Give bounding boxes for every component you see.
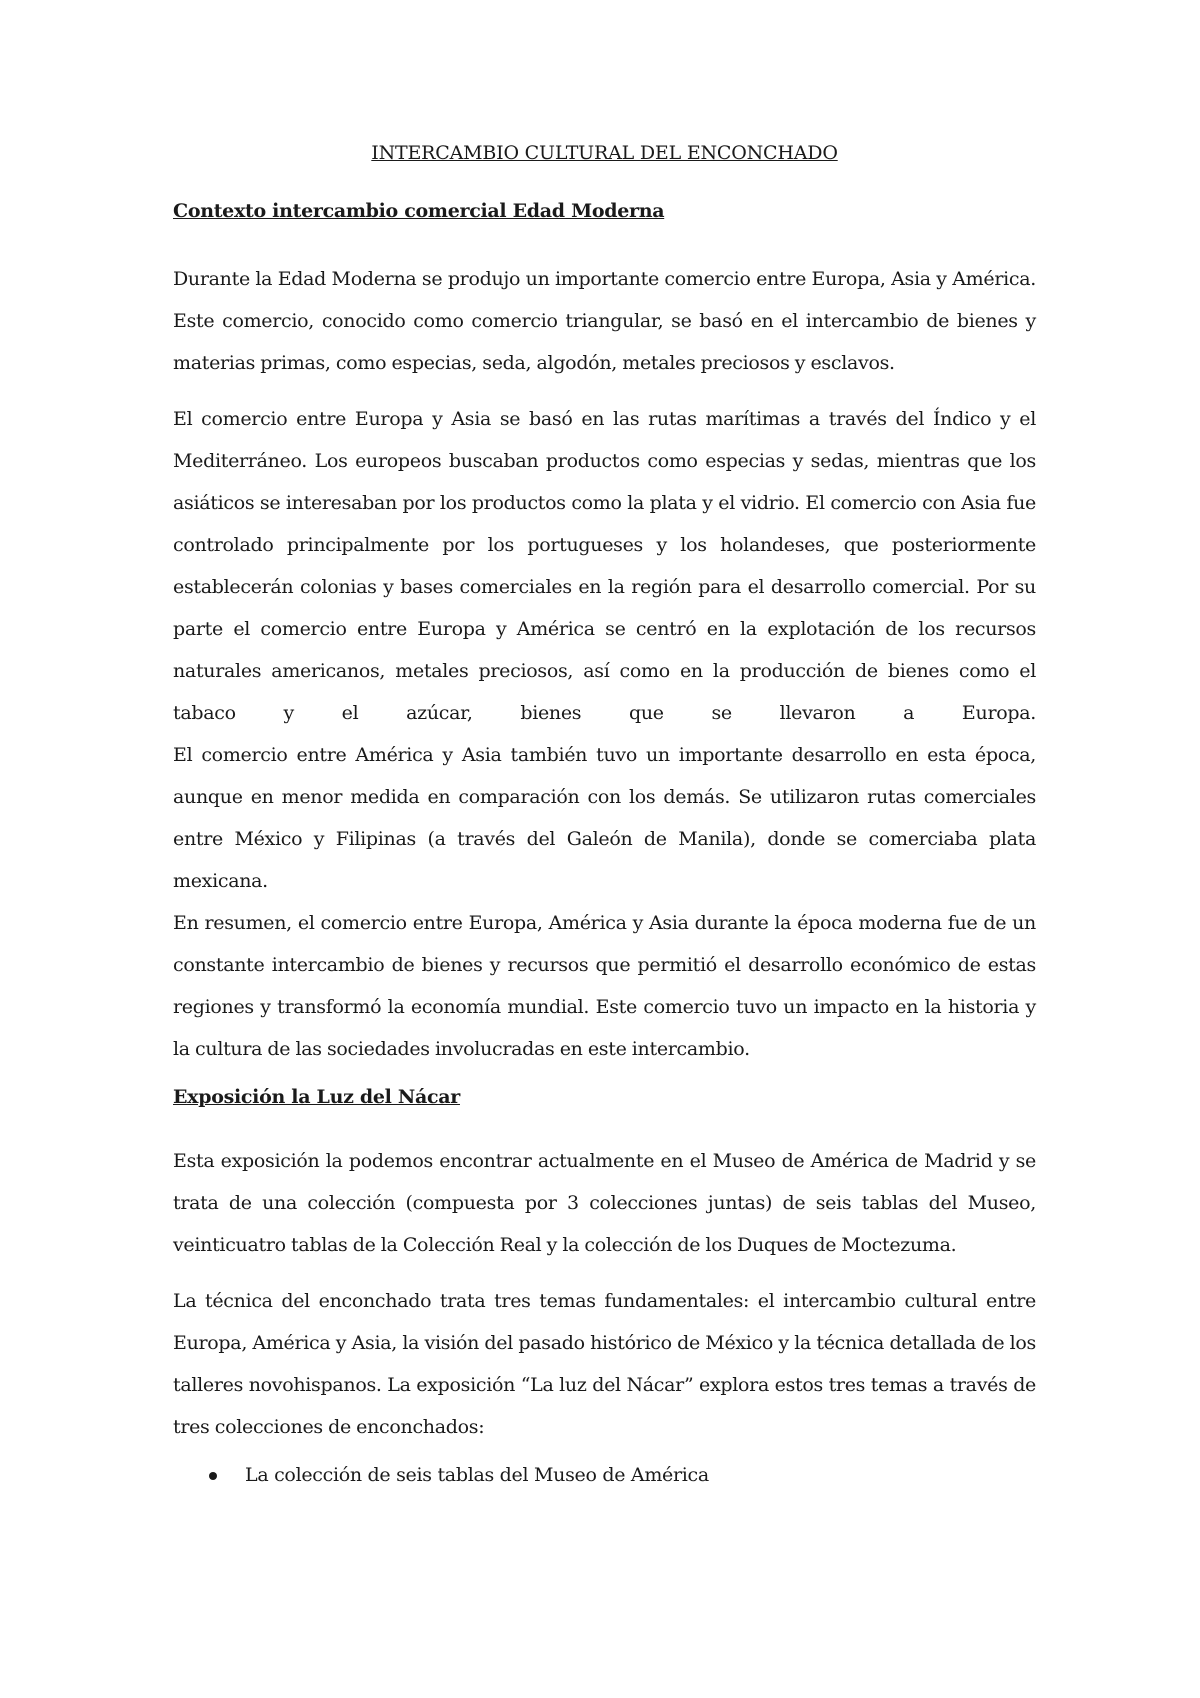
section1-paragraph-2: El comercio entre Europa y Asia se basó en las rutas marítimas a través del Índico y el Mediterráneo. Los europeos buscaban productos como especias y sedas, mientras que los asiáticos se interesaban por los productos como la plata y el vidrio. El comercio con Asia fue controlado principalmente por los portugueses y los holandeses, que posteriormente establecerán colonias y bases comerciales en la región para el desarrollo comercial. Por su parte el comercio entre Europa y América se centró en la explotación de los recursos naturales americanos, metales preciosos, así como en la producción de bienes como el tabaco y el azúcar, bienes que se llevaron a Europa.: [173, 408, 1036, 724]
section2-paragraph-2: La técnica del enconchado trata tres temas fundamentales: el intercambio cultural entre Europa, América y Asia, la visión del pasado histórico de México y la técnica detallada de los talleres novohispanos. La exposición “La luz del Nácar” explora estos tres temas a través de tres colecciones de enconchados:: [173, 1290, 1036, 1438]
section1-heading: Contexto intercambio comercial Edad Moderna: [173, 200, 665, 222]
section2-heading: Exposición la Luz del Nácar: [173, 1086, 460, 1108]
document-page: [173, 142, 1036, 1496]
section1-paragraph-1: Durante la Edad Moderna se produjo un importante comercio entre Europa, Asia y América. Este comercio, conocido como comercio triangular, se basó en el intercambio de bienes y materias primas, como especias, seda, algodón, metales preciosos y esclavos.: [173, 268, 1036, 374]
collections-list: [173, 1454, 1036, 1496]
list-item: [173, 1454, 1036, 1496]
section2-paragraph-1: Esta exposición la podemos encontrar actualmente en el Museo de América de Madrid y se trata de una colección (compuesta por 3 colecciones juntas) de seis tablas del Museo, veinticuatro tablas de la Colección Real y la colección de los Duques de Moctezuma.: [173, 1150, 1036, 1256]
section2-heading-block: [173, 1086, 1036, 1140]
document-title: INTERCAMBIO CULTURAL DEL ENCONCHADO: [371, 142, 838, 164]
list-item-text: La colección de seis tablas del Museo de América: [245, 1464, 709, 1486]
section1-paragraph-3: El comercio entre América y Asia también tuvo un importante desarrollo en esta época, aunque en menor medida en comparación con los demás. Se utilizaron rutas comerciales entre México y Filipinas (a través del Galeón de Manila), donde se comerciaba plata mexicana.: [173, 744, 1036, 892]
title-block: [173, 142, 1036, 200]
bullet-icon: [209, 1472, 217, 1480]
section1-heading-block: [173, 200, 1036, 258]
section1-paragraph-4: En resumen, el comercio entre Europa, América y Asia durante la época moderna fue de un constante intercambio de bienes y recursos que permitió el desarrollo económico de estas regiones y transformó la economía mundial. Este comercio tuvo un impacto en la historia y la cultura de las sociedades involucradas en este intercambio.: [173, 912, 1036, 1060]
